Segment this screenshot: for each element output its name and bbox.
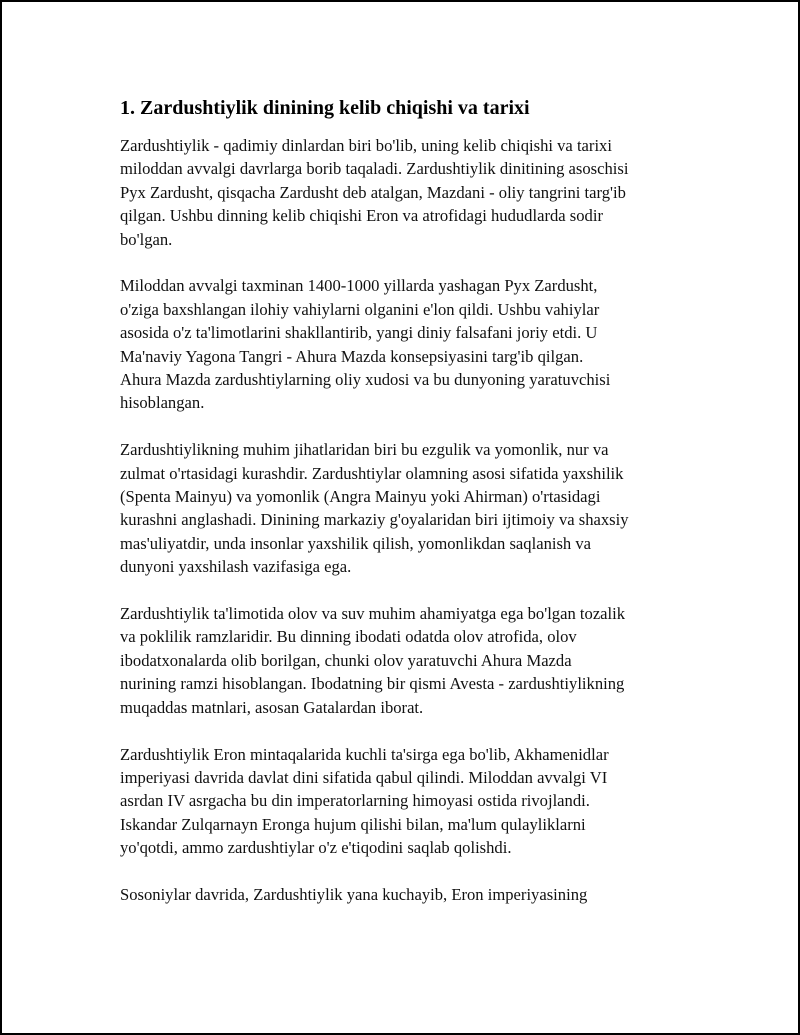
text-line: nurining ramzi hisoblangan. Ibodatning bir qismi Avesta - zardushtiylikning (120, 674, 625, 694)
document-body (120, 94, 700, 930)
text-line: Pyx Zardusht, qisqacha Zardusht deb atalgan, Mazdani - oliy tangrini targ'ib (120, 182, 626, 202)
paragraph-5 (120, 743, 700, 860)
paragraph-2 (120, 274, 700, 414)
text-line: Zardushtiylik Eron mintaqalarida kuchli ta'sirga ega bo'lib, Akhamenidlar (120, 744, 609, 764)
text-line: (Spenta Mainyu) va yomonlik (Angra Mainyu yoki Ahirman) o'rtasidagi (120, 487, 601, 507)
text-line: qilgan. Ushbu dinning kelib chiqishi Eron va atrofidagi hududlarda sodir (120, 206, 603, 226)
text-line: Sosoniylar davrida, Zardushtiylik yana kuchayib, Eron imperiyasining (120, 884, 588, 904)
text-line: ibodatxonalarda olib borilgan, chunki olov yaratuvchi Ahura Mazda (120, 650, 572, 670)
text-line: bo'lgan. (120, 229, 173, 249)
paragraph-1 (120, 134, 700, 251)
text-line: yo'qotdi, ammo zardushtiylar o'z e'tiqodini saqlab qolishdi. (120, 838, 512, 858)
text-line: va poklilik ramzlaridir. Bu dinning ibodati odatda olov atrofida, olov (120, 627, 577, 647)
text-line: Zardushtiylik ta'limotida olov va suv muhim ahamiyatga ega bo'lgan tozalik (120, 604, 626, 624)
paragraph-4 (120, 602, 700, 719)
text-line: Ma'naviy Yagona Tangri - Ahura Mazda konsepsiyasini targ'ib qilgan. (120, 346, 584, 366)
text-line: Zardushtiylik - qadimiy dinlardan biri bo'lib, uning kelib chiqishi va tarixi (120, 136, 612, 155)
text-line: Zardushtiylikning muhim jihatlaridan biri bu ezgulik va yomonlik, nur va (120, 440, 609, 460)
text-line: imperiyasi davrida davlat dini sifatida qabul qilindi. Miloddan avvalgi VI (120, 767, 608, 787)
text-line: kurashni anglashadi. Dinining markaziy g'oyalaridan biri ijtimoiy va shaxsiy (120, 510, 629, 530)
text-line: muqaddas matnlari, asosan Gatalardan iborat. (120, 697, 424, 717)
text-line: dunyoni yaxshilash vazifasiga ega. (120, 557, 352, 577)
text-line: Iskandar Zulqarnayn Eronga hujum qilishi bilan, ma'lum qulayliklarni (120, 814, 586, 834)
text-line: Ahura Mazda zardushtiylarning oliy xudosi va bu dunyoning yaratuvchisi (120, 370, 611, 390)
section-heading: 1. Zardushtiylik dinining kelib chiqishi va tarixi (120, 97, 530, 119)
text-line: Miloddan avvalgi taxminan 1400-1000 yillarda yashagan Pyx Zardusht, (120, 276, 598, 296)
text-line: o'ziga baxshlangan ilohiy vahiylarni olganini e'lon qildi. Ushbu vahiylar (120, 299, 600, 319)
text-line: mas'uliyatdir, unda insonlar yaxshilik qilish, yomonlikdan saqlanish va (120, 533, 592, 553)
text-line: hisoblangan. (120, 393, 205, 413)
paragraph-6 (120, 883, 700, 906)
text-line: zulmat o'rtasidagi kurashdir. Zardushtiylar olamning asosi sifatida yaxshilik (120, 463, 624, 483)
text-line: asosida o'z ta'limotlarini shakllantirib, yangi diniy falsafani joriy etdi. U (120, 323, 598, 343)
paragraph-3 (120, 438, 700, 578)
text-line: asrdan IV asrgacha bu din imperatorlarning himoyasi ostida rivojlandi. (120, 791, 590, 811)
text-line: miloddan avvalgi davrlarga borib taqaladi. Zardushtiylik dinitining asoschisi (120, 159, 629, 179)
